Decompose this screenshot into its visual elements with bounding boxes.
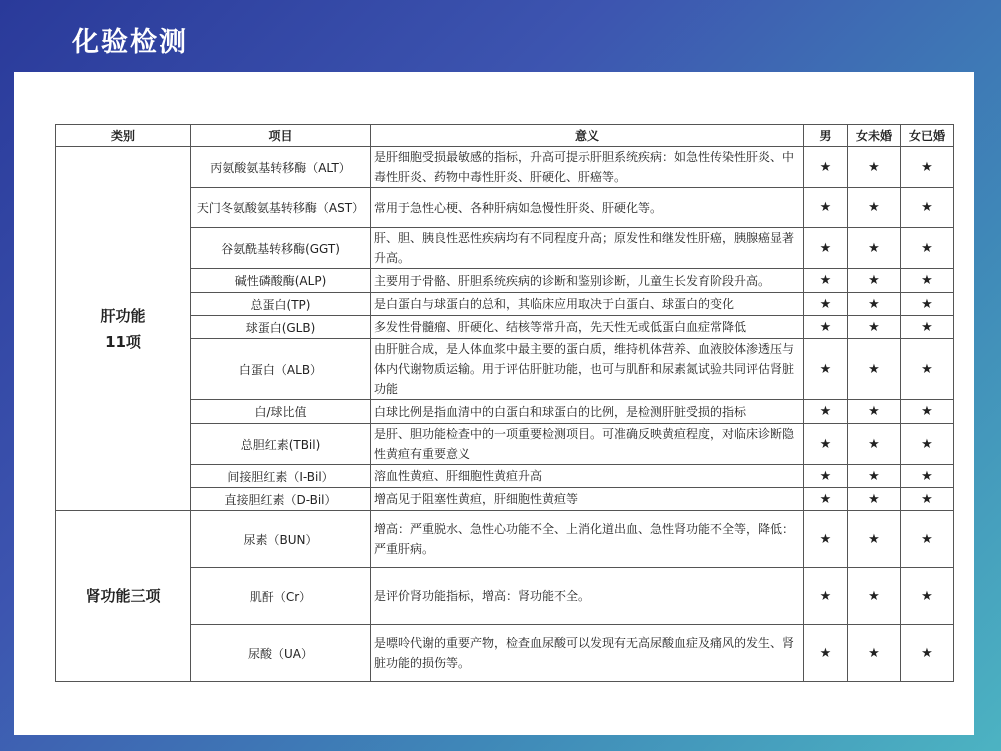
table-row [56,228,954,269]
category-count: 11项 [105,332,141,351]
item-name: 碱性磷酸酶(ALP) [191,269,371,293]
star-male: ★ [804,147,848,188]
header-male: 男 [804,125,848,147]
star-female-unmarried: ★ [848,188,901,228]
item-meaning: 主要用于骨骼、肝胆系统疾病的诊断和鉴别诊断，儿童生长发育阶段升高。 [371,269,804,293]
category-kidney-function [56,511,191,682]
table-row [56,293,954,316]
table-row [56,269,954,293]
item-meaning: 增高见于阻塞性黄疸，肝细胞性黄疸等 [371,488,804,511]
item-meaning: 是肝细胞受损最敏感的指标，升高可提示肝胆系统疾病：如急性传染性肝炎、中毒性肝炎、药物中毒性肝炎、肝硬化、肝癌等。 [371,147,804,188]
star-female-married: ★ [901,269,954,293]
table-row [56,625,954,682]
table-row [56,488,954,511]
star-male: ★ [804,188,848,228]
star-male: ★ [804,269,848,293]
star-female-married: ★ [901,147,954,188]
header-female-married: 女已婚 [901,125,954,147]
table-row [56,465,954,488]
table-row [56,339,954,400]
star-female-married: ★ [901,424,954,465]
item-meaning: 是肝、胆功能检查中的一项重要检测项目。可准确反映黄疸程度，对临床诊断隐性黄疸有重要意义 [371,424,804,465]
category-label: 肾功能三项 [85,587,161,605]
table-row [56,400,954,424]
lab-test-table [55,124,954,682]
star-female-married: ★ [901,488,954,511]
item-name: 尿酸（UA） [191,625,371,682]
star-female-married: ★ [901,339,954,400]
item-name: 白/球比值 [191,400,371,424]
item-name: 总胆红素(TBil) [191,424,371,465]
table-row [56,316,954,339]
item-name: 总蛋白(TP) [191,293,371,316]
star-female-married: ★ [901,511,954,568]
star-female-married: ★ [901,293,954,316]
item-name: 球蛋白(GLB) [191,316,371,339]
content-panel [14,72,974,735]
page-title: 化验检测 [72,27,188,58]
star-female-unmarried: ★ [848,465,901,488]
item-name: 谷氨酰基转移酶(GGT) [191,228,371,269]
star-female-unmarried: ★ [848,269,901,293]
item-meaning: 常用于急性心梗、各种肝病如急慢性肝炎、肝硬化等。 [371,188,804,228]
header-item: 项目 [191,125,371,147]
header-female-unmarried: 女未婚 [848,125,901,147]
star-female-unmarried: ★ [848,228,901,269]
star-female-married: ★ [901,228,954,269]
star-male: ★ [804,568,848,625]
star-female-married: ★ [901,188,954,228]
star-female-married: ★ [901,465,954,488]
table-row [56,568,954,625]
table-header-row [56,125,954,147]
star-female-married: ★ [901,316,954,339]
table-row [56,147,954,188]
category-label: 肝功能 [100,306,146,325]
star-male: ★ [804,400,848,424]
item-meaning: 是评价肾功能指标，增高：肾功能不全。 [371,568,804,625]
table-row [56,424,954,465]
item-meaning: 肝、胆、胰良性恶性疾病均有不同程度升高；原发性和继发性肝癌，胰腺癌显著升高。 [371,228,804,269]
star-female-married: ★ [901,400,954,424]
star-female-married: ★ [901,568,954,625]
item-meaning: 是嘌呤代谢的重要产物，检查血尿酸可以发现有无高尿酸血症及痛风的发生、肾脏功能的损伤等。 [371,625,804,682]
item-meaning: 由肝脏合成，是人体血浆中最主要的蛋白质，维持机体营养、血液胶体渗透压与体内代谢物质运输。用于评估肝脏功能，也可与肌酐和尿素氮试验共同评估肾脏功能 [371,339,804,400]
star-male: ★ [804,339,848,400]
star-female-unmarried: ★ [848,488,901,511]
table-row [56,511,954,568]
item-meaning: 是白蛋白与球蛋白的总和，其临床应用取决于白蛋白、球蛋白的变化 [371,293,804,316]
star-male: ★ [804,316,848,339]
star-male: ★ [804,488,848,511]
star-female-unmarried: ★ [848,293,901,316]
star-male: ★ [804,465,848,488]
star-male: ★ [804,424,848,465]
star-female-unmarried: ★ [848,400,901,424]
category-liver-function [56,147,191,511]
item-meaning: 溶血性黄疸、肝细胞性黄疸升高 [371,465,804,488]
star-female-unmarried: ★ [848,625,901,682]
item-name: 丙氨酸氨基转移酶（ALT） [191,147,371,188]
item-name: 间接胆红素（I-Bil） [191,465,371,488]
star-male: ★ [804,228,848,269]
header-category: 类别 [56,125,191,147]
star-male: ★ [804,293,848,316]
star-male: ★ [804,625,848,682]
star-female-unmarried: ★ [848,424,901,465]
item-name: 肌酐（Cr） [191,568,371,625]
star-male: ★ [804,511,848,568]
header-meaning: 意义 [371,125,804,147]
item-meaning: 增高：严重脱水、急性心功能不全、上消化道出血、急性肾功能不全等，降低：严重肝病。 [371,511,804,568]
star-female-unmarried: ★ [848,316,901,339]
item-name: 直接胆红素（D-Bil） [191,488,371,511]
item-name: 天门冬氨酸氨基转移酶（AST） [191,188,371,228]
star-female-married: ★ [901,625,954,682]
star-female-unmarried: ★ [848,511,901,568]
star-female-unmarried: ★ [848,568,901,625]
star-female-unmarried: ★ [848,339,901,400]
item-name: 白蛋白（ALB） [191,339,371,400]
item-name: 尿素（BUN） [191,511,371,568]
table-row [56,188,954,228]
item-meaning: 白球比例是指血清中的白蛋白和球蛋白的比例，是检测肝脏受损的指标 [371,400,804,424]
item-meaning: 多发性骨髓瘤、肝硬化、结核等常升高，先天性无或低蛋白血症常降低 [371,316,804,339]
star-female-unmarried: ★ [848,147,901,188]
